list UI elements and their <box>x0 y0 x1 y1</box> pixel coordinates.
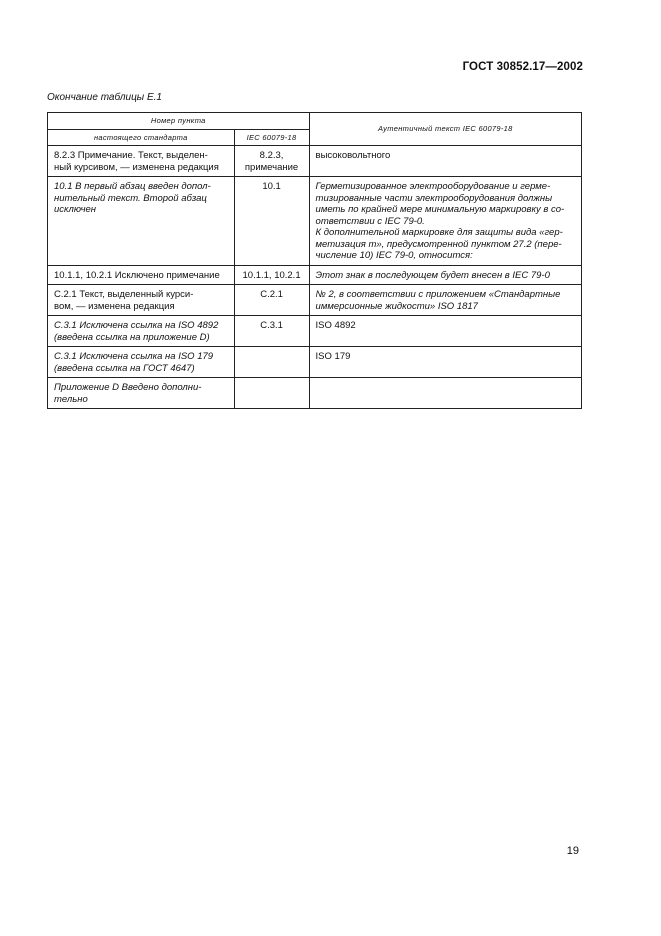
cell-text-line: (введена ссылка на ГОСТ 4647) <box>54 362 195 374</box>
cell-text-line: 10.1 В первый абзац введен допол- <box>54 181 211 192</box>
page-number: 19 <box>566 845 579 857</box>
cell-text-line: Герметизированное электрооборудование и герме- <box>315 181 551 192</box>
cell-text-line: С.3.1 Исключена ссылка на ISO 4892 <box>54 320 219 331</box>
document-header: ГОСТ 30852.17—2002 <box>462 61 583 73</box>
cell-text-line: 10.1.1, 10.2.1 Исключено примечание <box>54 269 220 281</box>
cell-text-line: высоковольтного <box>315 150 391 161</box>
table-cell-c3 <box>309 285 581 316</box>
comparison-table <box>47 112 582 409</box>
table-cell-c2 <box>234 378 309 409</box>
table-cell-c2 <box>234 347 309 378</box>
table-cell-c3 <box>309 265 581 285</box>
header-iec: IEC 60079-18 <box>234 129 309 146</box>
table-row <box>48 146 582 177</box>
table-body <box>48 146 582 409</box>
cell-text-line: (введена ссылка на приложение D) <box>54 331 210 343</box>
table-cell-c3 <box>309 316 581 347</box>
table-row <box>48 265 582 285</box>
table-cell-c1 <box>48 177 235 266</box>
cell-text-line: К дополнительной маркировке для защиты вида «гер- <box>315 227 563 238</box>
cell-text-line: Этот знак в последующем будет внесен в IEC 79-0 <box>315 269 550 281</box>
cell-text-line: вом, — изменена редакция <box>54 300 175 312</box>
cell-text-line: иммерсионные жидкости» ISO 1817 <box>315 300 478 312</box>
table-row <box>48 316 582 347</box>
cell-text-line: исключен <box>54 204 97 215</box>
header-section-number: Номер пункта <box>48 113 310 130</box>
table-cell-c2 <box>234 177 309 266</box>
table-row <box>48 347 582 378</box>
cell-text-line: С.3.1 <box>260 320 283 331</box>
cell-text-line: Приложение D Введено дополни- <box>54 382 202 393</box>
table-row <box>48 177 582 266</box>
table-cell-c2 <box>234 285 309 316</box>
table-cell-c1 <box>48 146 235 177</box>
table-caption: Окончание таблицы Е.1 <box>47 92 162 103</box>
cell-text-line: 8.2.3 Примечание. Текст, выделен- <box>54 150 208 161</box>
cell-text-line: метизация m», предусмотренной пунктом 27.2 (пере- <box>315 238 562 250</box>
cell-text-line: тельно <box>54 393 88 405</box>
cell-text-line: С.2.1 <box>260 289 283 300</box>
table-cell-c1 <box>48 347 235 378</box>
cell-text-line: № 2, в соответствии с приложением «Стандартные <box>315 289 561 300</box>
cell-text-line: С.3.1 Исключена ссылка на ISO 179 <box>54 351 214 362</box>
cell-text-line: ный курсивом, — изменена редакция <box>54 161 219 173</box>
header-authentic-text: Аутентичный текст IEC 60079-18 <box>309 113 581 146</box>
cell-text-line: С.2.1 Текст, выделенный курси- <box>54 289 194 300</box>
table-cell-c1 <box>48 378 235 409</box>
table-row <box>48 378 582 409</box>
cell-text-line: 10.1 <box>262 181 281 192</box>
cell-text-line: 10.1.1, 10.2.1 <box>242 269 301 281</box>
table-cell-c2 <box>234 265 309 285</box>
table-cell-c1 <box>48 316 235 347</box>
table-cell-c3 <box>309 378 581 409</box>
table-row <box>48 285 582 316</box>
table-cell-c2 <box>234 146 309 177</box>
cell-text-line: ответствии с IEC 79-0. <box>315 215 425 227</box>
cell-text-line: ISO 4892 <box>315 320 356 331</box>
table-cell-c2 <box>234 316 309 347</box>
cell-text-line: иметь по крайней мере минимальную маркировку в со- <box>315 204 565 215</box>
table-cell-c3 <box>309 177 581 266</box>
table-cell-c3 <box>309 146 581 177</box>
cell-text-line: числение 10) IEC 79-0, относится: <box>315 250 473 261</box>
cell-text-line: нительный текст. Второй абзац <box>54 192 207 204</box>
table-cell-c1 <box>48 265 235 285</box>
cell-text-line: 8.2.3, <box>259 150 284 161</box>
table-cell-c1 <box>48 285 235 316</box>
cell-text-line: примечание <box>244 161 299 173</box>
cell-text-line: тизированные части электрооборудования должны <box>315 192 553 204</box>
header-this-standard: настоящего стандарта <box>48 129 235 146</box>
table-cell-c3 <box>309 347 581 378</box>
cell-text-line: ISO 179 <box>315 351 351 362</box>
